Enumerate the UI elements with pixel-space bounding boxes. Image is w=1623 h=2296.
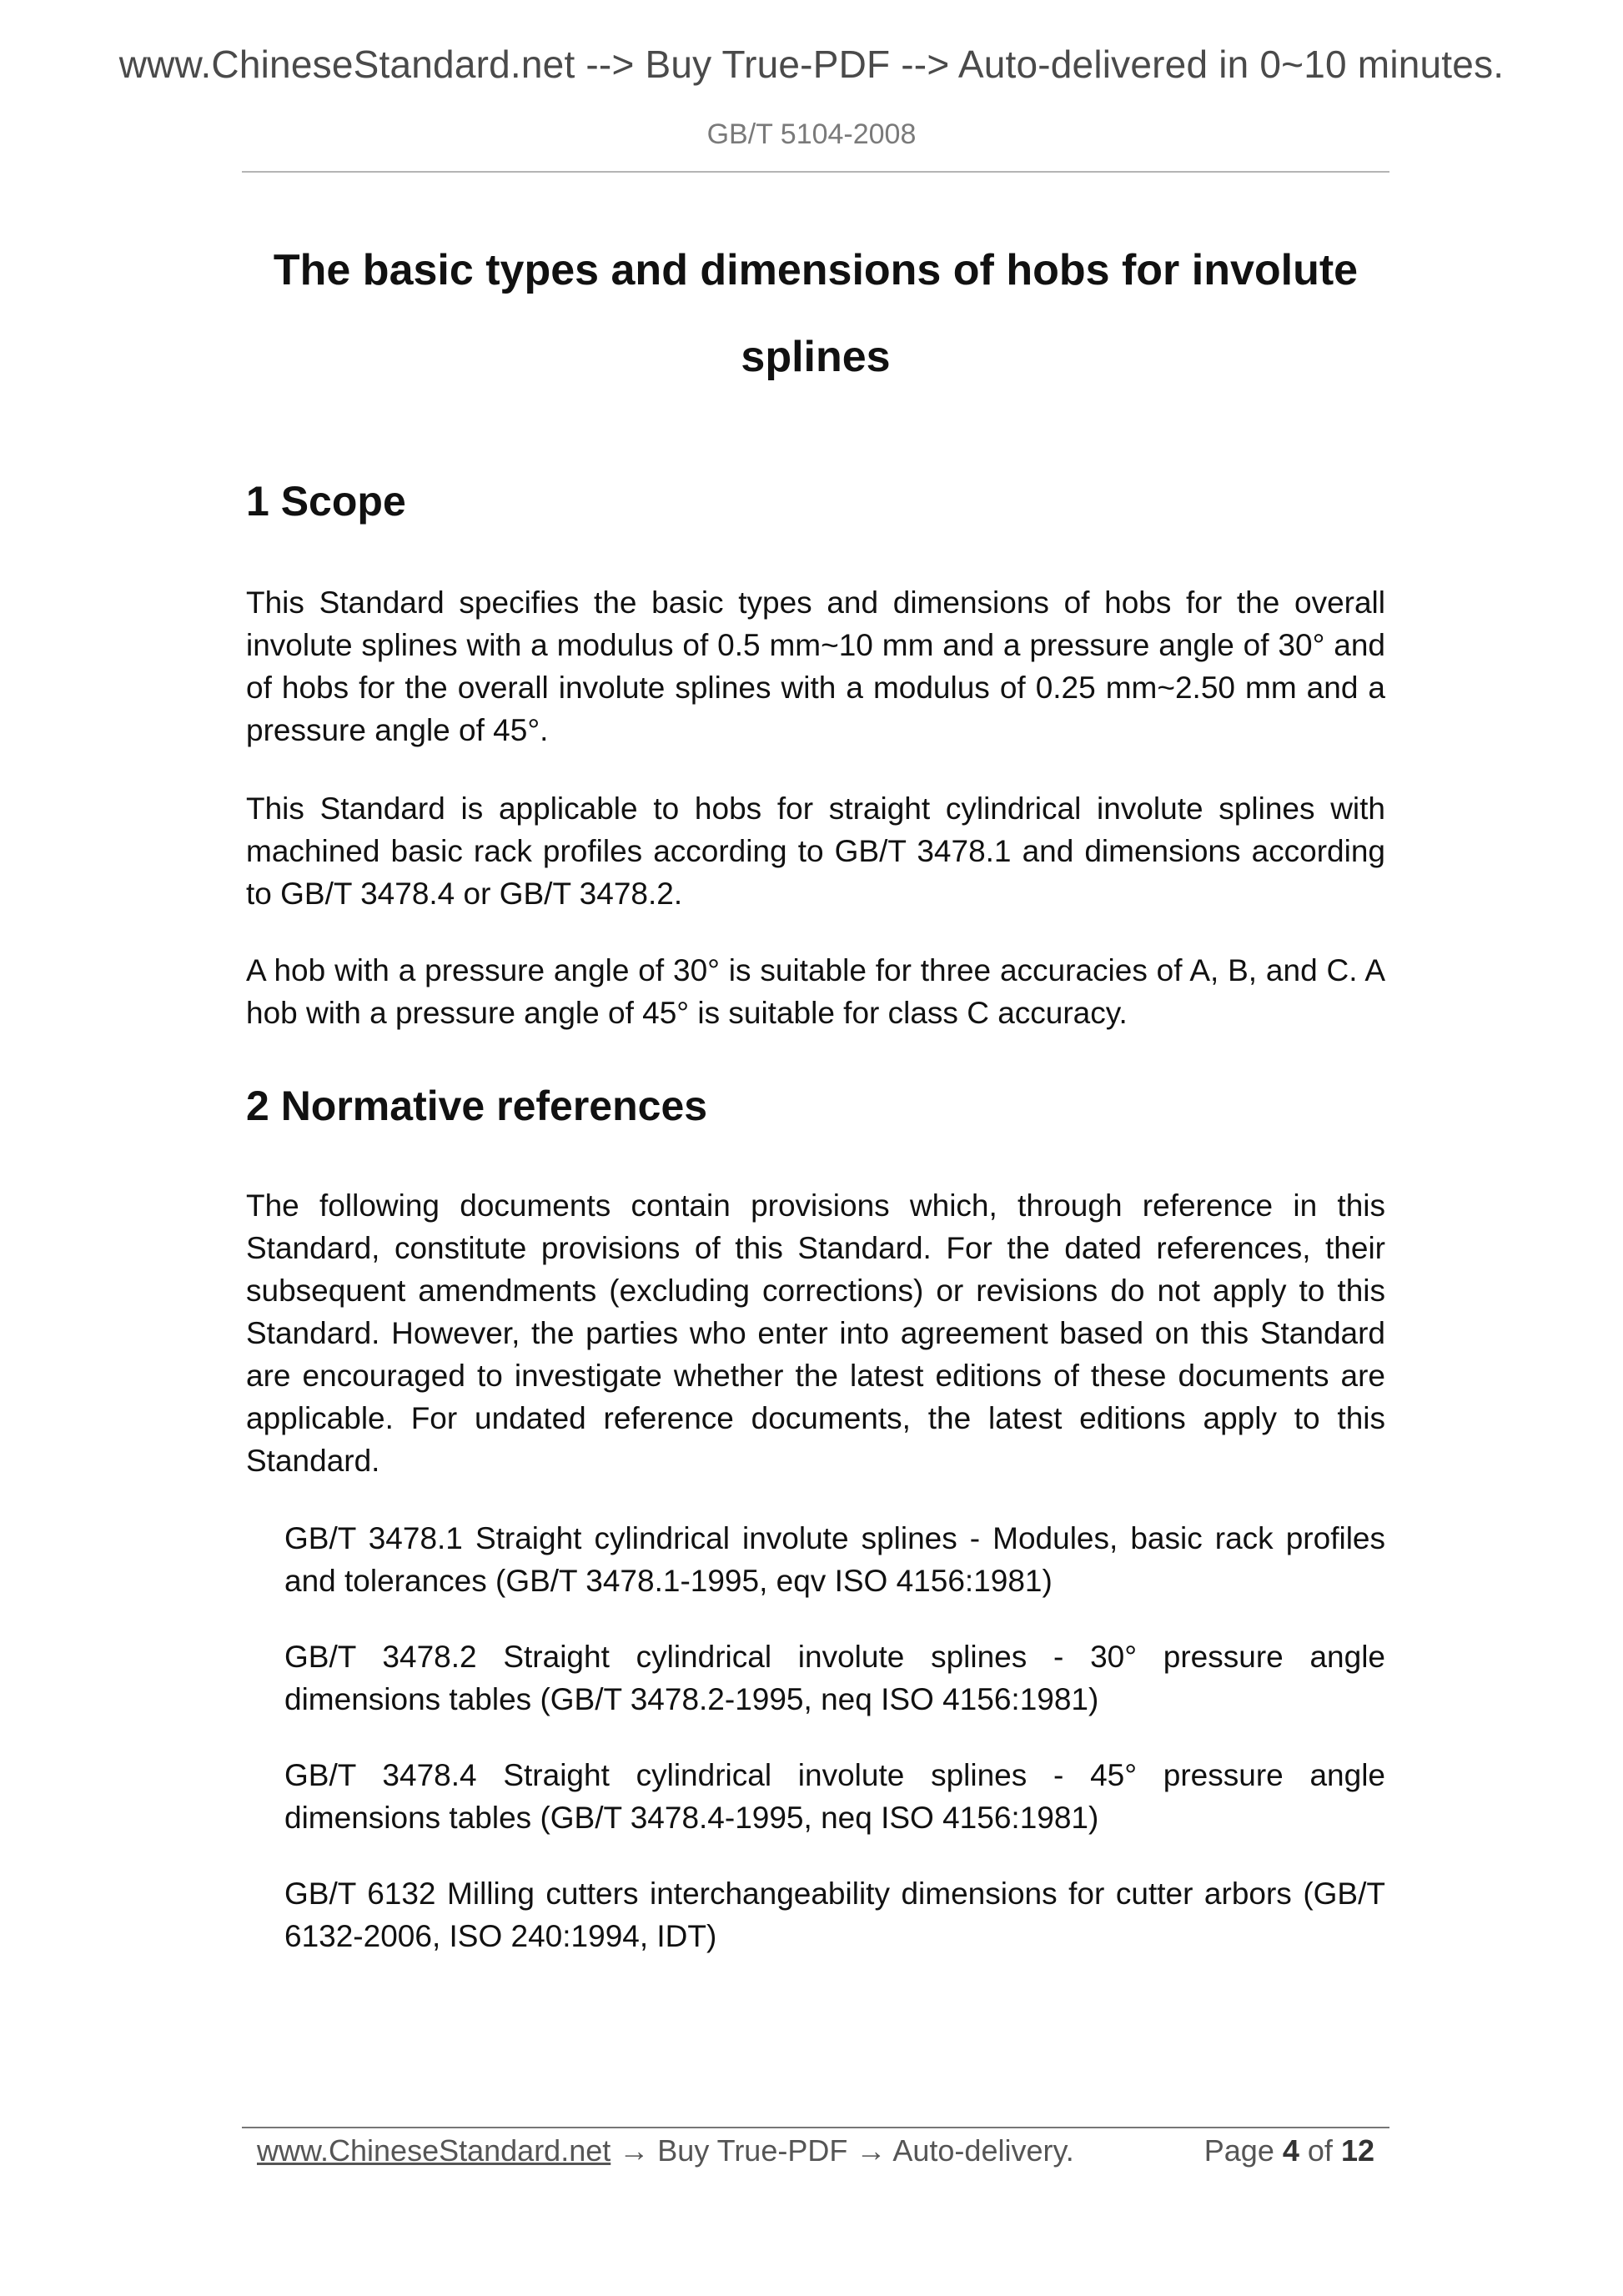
of-label: of [1307, 2133, 1333, 2168]
normative-references-intro: The following documents contain provisions which, through reference in this Standard, constitute provisions of this Standard. For the dated references, their subsequent amendments (excluding corrections) or revisions do not apply to this Standard. However, the parties who enter into agreement based on this Standard are encouraged to investigate whether the latest editions of these documents are applicable. For undated reference documents, the latest editions apply to this Standard. [246, 1188, 1385, 1478]
reference-gbt-3478-1: GB/T 3478.1 Straight cylindrical involute splines - Modules, basic rack profiles and tolerances (GB/T 3478.1-1995, eqv ISO 4156:1981) [284, 1521, 1385, 1598]
scope-paragraph-1: This Standard specifies the basic types and dimensions of hobs for the overall involute splines with a modulus of 0.5 mm~10 mm and a pressure angle of 30° and of hobs for the overall involute splines with a modulus of 0.25 mm~2.50 mm and a pressure angle of 45°. [246, 585, 1385, 747]
scope-paragraph-3: A hob with a pressure angle of 30° is suitable for three accuracies of A, B, and C. A hob with a pressure angle of 45° is suitable for class C accuracy. [246, 953, 1385, 1030]
page-indicator [1204, 2133, 1374, 2168]
footer-promo [257, 2133, 1074, 2168]
reference-gbt-3478-4: GB/T 3478.4 Straight cylindrical involute splines - 45° pressure angle dimensions tables (GB/T 3478.4-1995, neq ISO 4156:1981) [284, 1758, 1385, 1835]
document-title [242, 227, 1389, 400]
scope-paragraph-2: This Standard is applicable to hobs for straight cylindrical involute splines with machined basic rack profiles according to GB/T 3478.1 and dimensions according to GB/T 3478.4 or GB/T 3478.2. [246, 791, 1385, 911]
page-footer [257, 2133, 1374, 2172]
footer-divider [242, 2127, 1389, 2128]
top-banner: www.ChineseStandard.net --> Buy True-PDF --> Auto-delivered in 0~10 minutes. [118, 43, 1505, 86]
page-total: 12 [1340, 2133, 1374, 2168]
page-label: Page [1203, 2133, 1274, 2168]
page-number: 4 [1282, 2133, 1299, 2168]
section-heading-normative-references: 2 Normative references [246, 1083, 708, 1129]
header-divider [242, 171, 1389, 173]
standard-code: GB/T 5104-2008 [706, 118, 917, 150]
footer-website-link[interactable]: www.ChineseStandard.net [257, 2133, 611, 2168]
reference-gbt-3478-2: GB/T 3478.2 Straight cylindrical involute splines - 30° pressure angle dimensions tables (GB/T 3478.2-1995, neq ISO 4156:1981) [284, 1640, 1385, 1716]
arrow-right-icon: → [619, 2133, 650, 2168]
reference-gbt-6132: GB/T 6132 Milling cutters interchangeability dimensions for cutter arbors (GB/T 6132-2006, ISO 240:1994, IDT) [284, 1876, 1385, 1953]
footer-buy-text: Buy True-PDF [657, 2133, 848, 2168]
document-title-line-2: splines [741, 333, 891, 381]
section-heading-scope: 1 Scope [246, 478, 406, 525]
document-title-line-1: The basic types and dimensions of hobs for involute [273, 246, 1359, 294]
arrow-right-icon: → [856, 2133, 887, 2168]
footer-delivery-text: Auto-delivery. [892, 2133, 1074, 2168]
